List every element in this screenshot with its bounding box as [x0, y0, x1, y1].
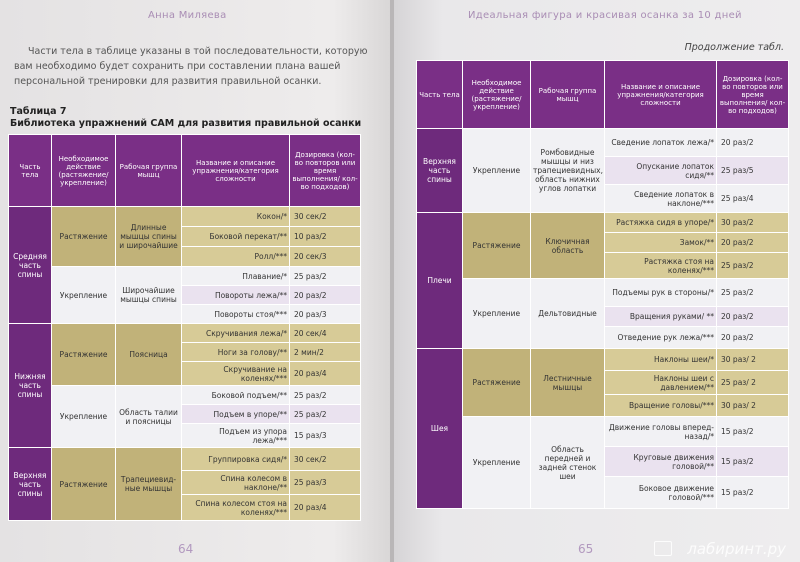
action-cell: Укрепление — [463, 279, 531, 349]
dose-cell: 30 сек/2 — [290, 448, 361, 471]
exercise-cell: Боковой перекат/** — [182, 227, 290, 247]
dose-cell: 15 раз/2 — [717, 447, 789, 477]
table-header-row — [417, 61, 789, 129]
dose-cell: 30 раз/2 — [717, 213, 789, 233]
table-row — [417, 417, 789, 447]
action-cell: Растяжение — [52, 207, 116, 267]
exercise-cell: Спина колесом стоя на коленях/*** — [182, 495, 290, 521]
header-part: Часть тела — [9, 135, 52, 207]
muscle-cell: Трапециевид-ные мышцы — [116, 448, 182, 521]
dose-cell: 30 раз/ 2 — [717, 349, 789, 371]
dose-cell: 20 раз/2 — [717, 233, 789, 253]
intro-paragraph: Части тела в таблице указаны в той последовательности, которую вам необходимо будет сохранить при составлении плана вашей персональной тренировки для развития правильной осанки. — [14, 46, 368, 87]
action-cell: Укрепление — [463, 417, 531, 509]
exercise-cell: Боковое движение головой/*** — [605, 477, 717, 509]
table-row — [417, 129, 789, 157]
dose-cell: 25 раз/2 — [290, 405, 361, 424]
action-cell: Укрепление — [52, 267, 116, 324]
body-part-cell: Верхняя часть спины — [417, 129, 463, 213]
exercise-cell: Подъемы рук в стороны/* — [605, 279, 717, 307]
dose-cell: 20 раз/4 — [290, 495, 361, 521]
dose-cell: 25 раз/5 — [717, 157, 789, 185]
exercise-cell: Ролл/*** — [182, 247, 290, 267]
muscle-cell: Область талии и поясницы — [116, 386, 182, 448]
exercise-cell: Плавание/* — [182, 267, 290, 286]
muscle-cell: Лестничные мышцы — [531, 349, 605, 417]
book-icon — [654, 541, 672, 556]
dose-cell: 25 раз/2 — [290, 267, 361, 286]
exercise-table-left — [8, 134, 361, 521]
left-page-number: 64 — [178, 542, 194, 556]
table-label: Таблица 7 — [10, 106, 67, 117]
dose-cell: 25 раз/ 2 — [717, 371, 789, 395]
body-part-cell: Плечи — [417, 213, 463, 349]
exercise-cell: Наклоны шеи с давлением/** — [605, 371, 717, 395]
dose-cell: 20 раз/3 — [290, 305, 361, 324]
left-running-head: Анна Миляева — [148, 10, 227, 21]
muscle-cell: Длинные мышцы спины и широчайшие — [116, 207, 182, 267]
dose-cell: 15 раз/2 — [717, 417, 789, 447]
exercise-cell: Вращение головы/*** — [605, 395, 717, 417]
exercise-cell: Ноги за голову/** — [182, 343, 290, 362]
table-row — [417, 279, 789, 307]
dose-cell: 25 раз/2 — [290, 386, 361, 405]
body-part-cell: Нижняя часть спины — [9, 324, 52, 448]
body-part-cell: Шея — [417, 349, 463, 509]
exercise-cell: Растяжка стоя на коленях/*** — [605, 253, 717, 279]
exercise-cell: Подъем в упоре/** — [182, 405, 290, 424]
body-part-cell: Верхняя часть спины — [9, 448, 52, 521]
exercise-cell: Группировка сидя/* — [182, 448, 290, 471]
header-action: Необходимое действие (растяжение/ укрепление) — [463, 61, 531, 129]
exercise-cell: Замок/** — [605, 233, 717, 253]
dose-cell: 20 раз/2 — [717, 129, 789, 157]
table-row — [417, 349, 789, 371]
muscle-cell: Ромбовидные мышцы и низ трапециевидных, область нижних углов лопатки — [531, 129, 605, 213]
table-caption — [10, 106, 361, 130]
table-title: Библиотека упражнений САМ для развития правильной осанки — [10, 118, 362, 129]
left-page — [0, 0, 392, 562]
table-header-row — [9, 135, 361, 207]
dose-cell: 30 раз/ 2 — [717, 395, 789, 417]
dose-cell: 20 раз/2 — [290, 286, 361, 305]
header-part: Часть тела — [417, 61, 463, 129]
exercise-cell: Кокон/* — [182, 207, 290, 227]
action-cell: Укрепление — [52, 386, 116, 448]
body-part-cell: Средняя часть спины — [9, 207, 52, 324]
dose-cell: 30 сек/2 — [290, 207, 361, 227]
dose-cell: 20 сек/4 — [290, 324, 361, 343]
exercise-cell: Повороты стоя/*** — [182, 305, 290, 324]
right-page-number: 65 — [578, 542, 594, 556]
action-cell: Укрепление — [463, 129, 531, 213]
action-cell: Растяжение — [52, 448, 116, 521]
action-cell: Растяжение — [52, 324, 116, 386]
muscle-cell: Поясница — [116, 324, 182, 386]
table-row — [9, 267, 361, 286]
header-exercise: Название и описание упражнения/категория сложности — [605, 61, 717, 129]
exercise-cell: Наклоны шеи/* — [605, 349, 717, 371]
table-continuation-label: Продолжение табл. — [684, 42, 784, 53]
header-action: Необходимое действие (растяжение/ укрепление) — [52, 135, 116, 207]
exercise-cell: Скручивания лежа/* — [182, 324, 290, 343]
header-dose: Дозировка (кол-во повторов или время выполнения/ кол-во подходов) — [290, 135, 361, 207]
exercise-cell: Отведение рук лежа/*** — [605, 327, 717, 349]
header-muscle: Рабочая группа мышц — [531, 61, 605, 129]
muscle-cell: Широчайшие мышцы спины — [116, 267, 182, 324]
dose-cell: 20 сек/3 — [290, 247, 361, 267]
dose-cell: 20 раз/2 — [717, 307, 789, 327]
exercise-cell: Сведение лопаток лежа/* — [605, 129, 717, 157]
exercise-cell: Круговые движения головой/** — [605, 447, 717, 477]
table-row — [417, 213, 789, 233]
exercise-cell: Спина колесом в наклоне/** — [182, 471, 290, 495]
exercise-cell: Скручивание на коленях/*** — [182, 362, 290, 386]
dose-cell: 10 раз/2 — [290, 227, 361, 247]
watermark: лабиринт.ру — [687, 540, 786, 558]
dose-cell: 25 раз/3 — [290, 471, 361, 495]
dose-cell: 25 раз/4 — [717, 185, 789, 213]
dose-cell: 15 раз/2 — [717, 477, 789, 509]
header-muscle: Рабочая группа мышц — [116, 135, 182, 207]
table-row — [9, 386, 361, 405]
dose-cell: 20 раз/4 — [290, 362, 361, 386]
header-exercise: Название и описание упражнения/категория сложности — [182, 135, 290, 207]
exercise-cell: Подъем из упора лежа/*** — [182, 424, 290, 448]
dose-cell: 25 раз/2 — [717, 253, 789, 279]
muscle-cell: Ключичная область — [531, 213, 605, 279]
header-dose: Дозировка (кол-во повторов или время выполнения/ кол-во подходов) — [717, 61, 789, 129]
table-row — [9, 448, 361, 471]
action-cell: Растяжение — [463, 213, 531, 279]
table-row — [9, 324, 361, 343]
exercise-cell: Боковой подъем/** — [182, 386, 290, 405]
table-row — [9, 207, 361, 227]
dose-cell: 2 мин/2 — [290, 343, 361, 362]
exercise-cell: Растяжка сидя в упоре/* — [605, 213, 717, 233]
exercise-cell: Опускание лопаток сидя/** — [605, 157, 717, 185]
exercise-cell: Вращения руками/ ** — [605, 307, 717, 327]
action-cell: Растяжение — [463, 349, 531, 417]
muscle-cell: Область передней и задней стенок шеи — [531, 417, 605, 509]
dose-cell: 15 раз/3 — [290, 424, 361, 448]
exercise-cell: Движение головы вперед-назад/* — [605, 417, 717, 447]
exercise-cell: Сведение лопаток в наклоне/*** — [605, 185, 717, 213]
exercise-table-right — [416, 60, 789, 509]
exercise-cell: Повороты лежа/** — [182, 286, 290, 305]
muscle-cell: Дельтовидные — [531, 279, 605, 349]
dose-cell: 20 раз/2 — [717, 327, 789, 349]
dose-cell: 25 раз/2 — [717, 279, 789, 307]
right-page — [394, 0, 800, 562]
right-running-head: Идеальная фигура и красивая осанка за 10 дней — [468, 10, 742, 21]
